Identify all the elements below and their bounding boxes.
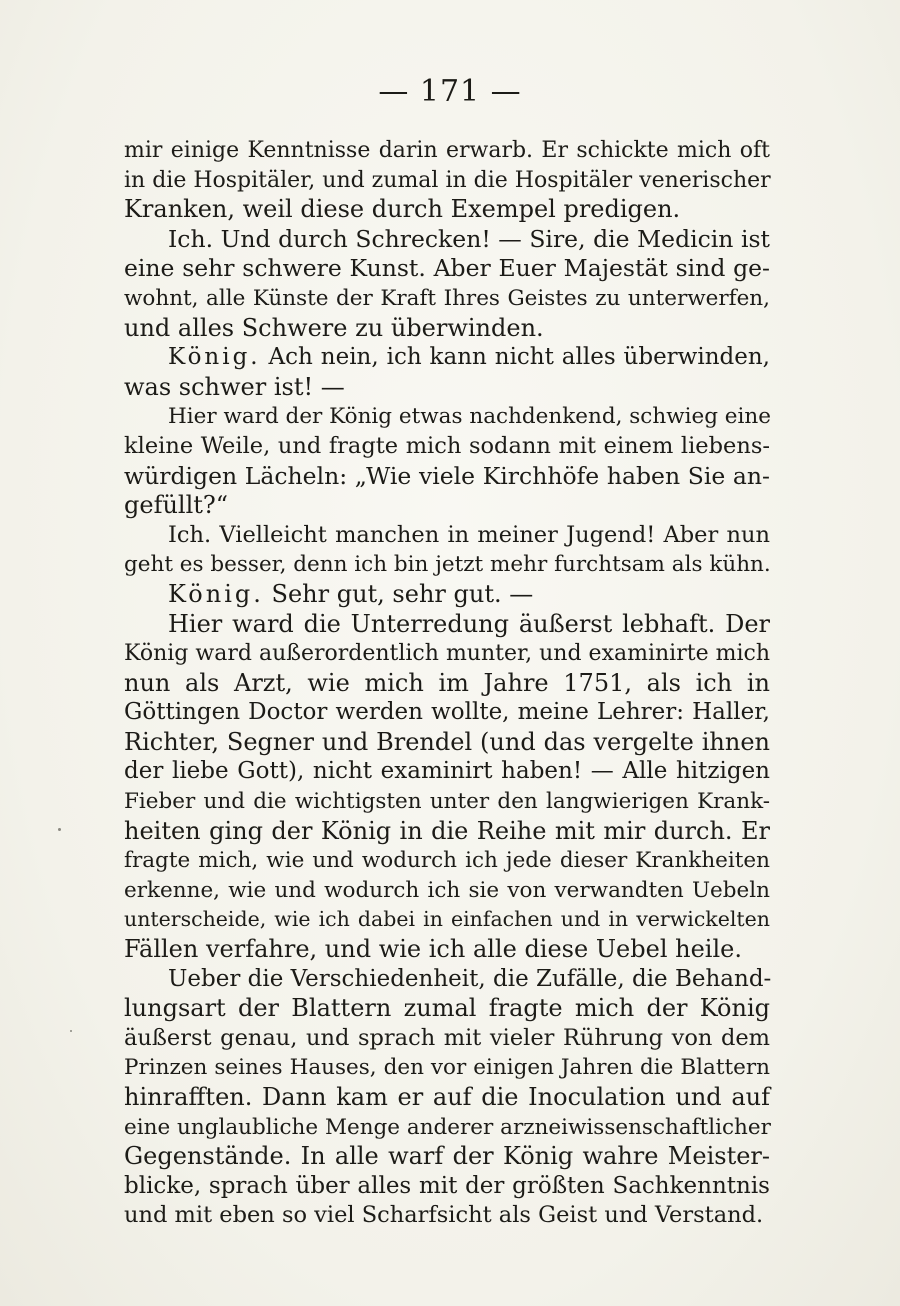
text-line: fragte mich, wie und wodurch ich jede dieser Krankheiten [124,848,770,874]
text-line: äußerst genau, und sprach mit vieler Rührung von dem [124,1024,770,1051]
text-line: Fieber und die wichtigsten unter den langwierigen Krank- [124,789,770,815]
text-line: Prinzen seines Hauses, den vor einigen Jahren die Blattern [124,1055,770,1081]
text-line: Göttingen Doctor werden wollte, meine Lehrer: Haller, [124,699,770,726]
speech-text: Ach nein, ich kann nicht alles überwinden, [268,344,770,371]
text-line: mir einige Kenntnisse darin erwarb. Er schickte mich oft [124,138,770,163]
text-line: in die Hospitäler, und zumal in die Hospitäler venerischer [124,167,771,193]
page-number: — 171 — [378,74,522,109]
text-line: geht es besser, denn ich bin jetzt mehr furchtsam als kühn. [124,552,771,578]
text-line [124,343,770,373]
text-line: Ueber die Verschiedenheit, die Zufälle, die Behand- [168,965,772,992]
text-line: eine sehr schwere Kunst. Aber Euer Majestät sind ge- [124,254,770,283]
text-line: Hier ward die Unterredung äußerst lebhaft. Der [168,609,770,638]
text-line: heiten ging der König in die Reihe mit mir durch. Er [124,816,770,845]
text-line: und alles Schwere zu überwinden. [124,313,544,342]
text-line: Gegenstände. In alle warf der König wahre Meister- [124,1142,770,1171]
text-line: würdigen Lächeln: „Wie viele Kirchhöfe haben Sie an- [124,461,770,490]
paper-speck [70,1030,72,1032]
text-line [124,580,770,610]
speech-text: Sehr gut, sehr gut. — [271,579,534,608]
text-line: Fällen verfahre, und wie ich alle diese Uebel heile. [124,935,742,964]
text-line: Richter, Segner und Brendel (und das vergelte ihnen [124,727,770,756]
text-line: wohnt, alle Künste der Kraft Ihres Geistes zu unterwerfen, [124,285,770,311]
speaker-label: König. [168,344,261,371]
text-line: hinrafften. Dann kam er auf die Inoculation und auf [124,1083,770,1111]
text-line: und mit eben so viel Scharfsicht als Geist und Verstand. [124,1202,764,1229]
paper-speck [58,828,61,831]
text-line: was schwer ist! — [124,372,345,401]
text-line: Kranken, weil diese durch Exempel predigen. [124,195,681,224]
text-line: Ich. Vielleicht manchen in meiner Jugend! Aber nun [168,521,770,548]
text-line: der liebe Gott), nicht examinirt haben! — Alle hitzigen [124,758,770,785]
text-line: nun als Arzt, wie mich im Jahre 1751, als ich in [124,668,770,697]
text-line: erkenne, wie und wodurch ich sie von verwandten Uebeln [124,877,770,903]
body-text [124,136,770,1231]
text-line: unterscheide, wie ich dabei in einfachen und in verwickelten [124,907,770,932]
text-line: gefüllt?“ [124,491,229,520]
text-line: kleine Weile, und fragte mich sodann mit einem liebens- [124,432,770,459]
text-line: lungsart der Blattern zumal fragte mich der König [124,994,770,1023]
text-line: eine unglaubliche Menge anderer arzneiwissenschaftlicher [124,1114,771,1140]
text-line: Hier ward der König etwas nachdenkend, schwieg eine [168,404,771,430]
speaker-label: König. [168,579,264,608]
text-line: blicke, sprach über alles mit der größten Sachkenntnis [124,1172,770,1199]
text-line: König ward außerordentlich munter, und examinirte mich [124,641,770,667]
text-line: Ich. Und durch Schrecken! — Sire, die Medicin ist [168,224,770,253]
